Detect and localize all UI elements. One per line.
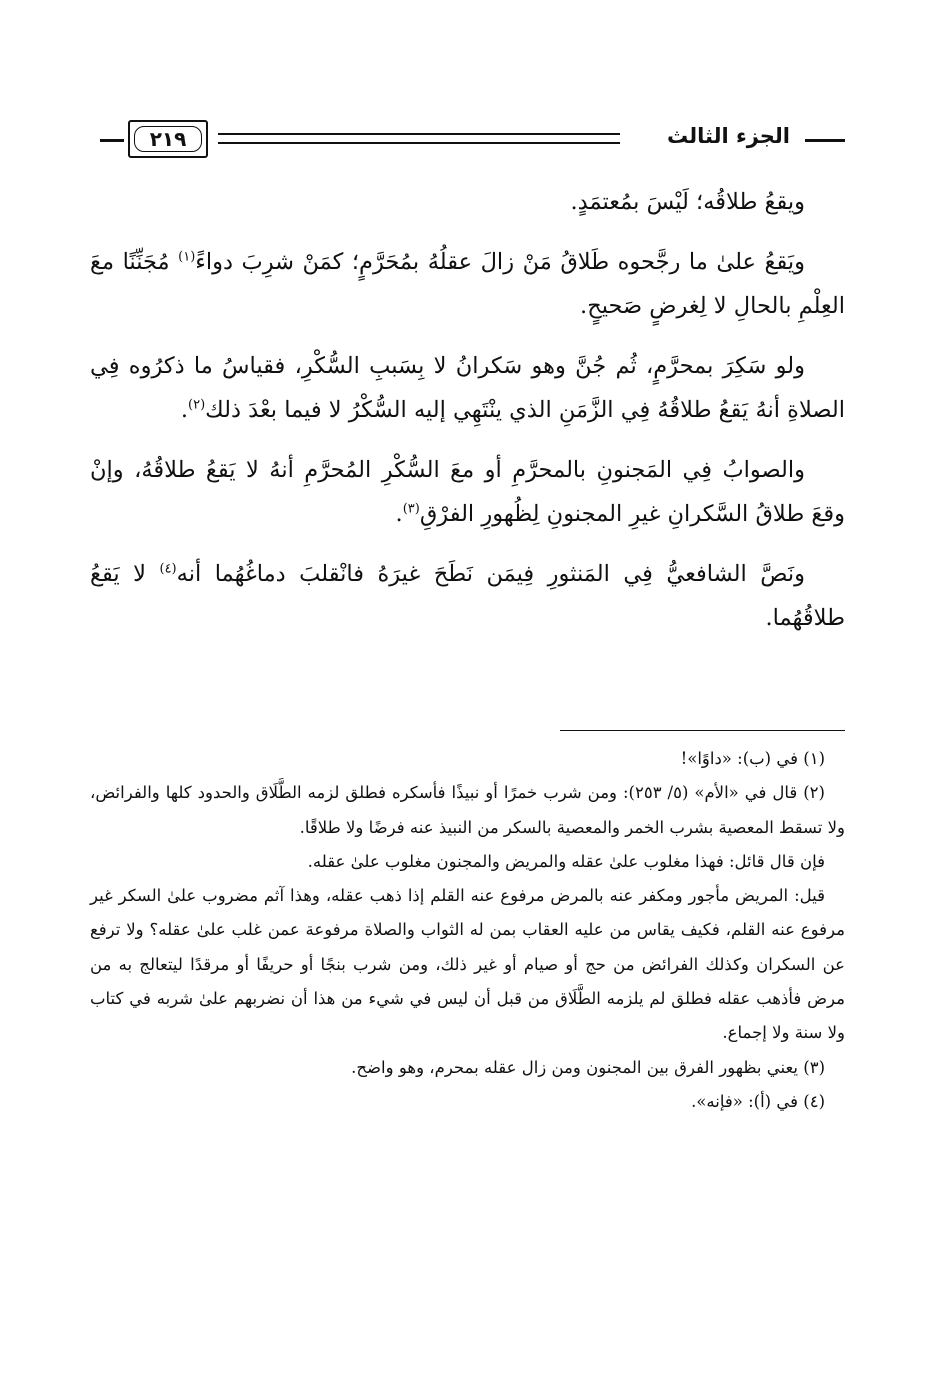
footnote-3: (٣) يعني بظهور الفرق بين المجنون ومن زال عقله بمحرم، وهو واضح. (351, 1057, 825, 1077)
footnote-marker-4: (٤) (159, 561, 177, 577)
paragraph-3: ولو سَكِرَ بمحرَّمٍ، ثُم جُنَّ وهو سَكرانُ لا بِسَببِ السُّكْرِ، فقياسُ ما ذكرُوه فِي الصلاةِ أنهُ يَقعُ طلاقُهُ فِي الزَّمَنِ الذي ينْتَهِي إليه السُّكْرُ لا فيما بعْدَ ذلك$^{(٢)}$. (90, 353, 845, 423)
footnote-4: (٤) في (أ): «فإنه». (691, 1091, 825, 1111)
header-double-rule (218, 133, 620, 144)
footnote-marker-2: (٢) (188, 397, 206, 413)
footnote-2: (٢) قال في «الأم» (٥/ ٢٥٣): ومن شرب خمرًا أو نبيذًا فأسكره فطلق لزمه الطَّلَاق والحدود كلها والفرائض، ولا تسقط المعصية بشرب الخمر والمعصية بالسكر من النبيذ عنه فرضًا ولا طلاقًا. (90, 783, 845, 837)
paragraph-4: والصوابُ فِي المَجنونِ بالمحرَّمِ أو معَ السُّكْرِ المُحرَّمِ أنهُ لا يَقعُ طلاقُهُ، وإنْ وقعَ طلاقُ السَّكرانِ غيرِ المجنونِ لِظُهورِ الفرْقِ$^{(٣)}$. (90, 457, 845, 527)
footnote-marker-1: (١) (178, 249, 196, 265)
footnote-1: (١) في (ب): «داوًا»! (680, 749, 825, 768)
footnote-2-continued-b: قيل: المريض مأجور ومكفر عنه بالمرض مرفوع عنه القلم إذا ذهب عقله، وهذا آثم مضروب علىٰ السكر غير مرفوع عنه القلم، فكيف يقاس من عليه العقاب بمن له الثواب والصلاة مرفوعة عمن غلب علىٰ عقله؟ ولا ترفع عن السكران وكذلك الفرائض من حج أو صيام أو غير ذلك، ومن شرب بنجًا أو حريفًا أو مرقدًا ليتعالج به من مرض فأذهب عقله فطلق لم يلزمه الطَّلَاق من قبل أن ليس في شيء من هذا أن نضربهم علىٰ شربه في كتاب ولا سنة ولا إجماع. (90, 886, 845, 1043)
page-number-box (128, 120, 208, 158)
footnote-marker-3: (٣) (402, 501, 420, 517)
main-text (90, 180, 845, 656)
paragraph-2: ويَقعُ علىٰ ما رجَّحوه طَلاقُ مَنْ زالَ عقلُهُ بمُحَرَّمٍ؛ كمَنْ شرِبَ دواءً$^{(١)}$ مُجَنِّنًا معَ العِلْمِ بالحالِ لا لِغرضٍ صَحيحٍ. (90, 249, 845, 319)
page-number: ٢١٩ (134, 126, 202, 152)
paragraph-1: ويقعُ طلاقُه؛ لَيْسَ بمُعتمَدٍ. (570, 189, 805, 215)
footnote-separator (560, 730, 845, 731)
page-header (100, 118, 845, 168)
part-title: الجزء الثالث (667, 124, 790, 148)
footnotes (90, 742, 845, 1119)
header-rule-left (100, 139, 124, 142)
footnote-2-continued-a: فإن قال قائل: فهذا مغلوب علىٰ عقله والمريض والمجنون مغلوب علىٰ عقله. (307, 851, 825, 871)
header-rule-right (805, 139, 845, 142)
paragraph-5: ونَصَّ الشافعيُّ فِي المَنثورِ فِيمَن نَطَحَ غيرَهُ فانْقلبَ دماغُهُما أنه$^{(٤)}$ لا يَقعُ طلاقُهُما. (90, 561, 845, 631)
